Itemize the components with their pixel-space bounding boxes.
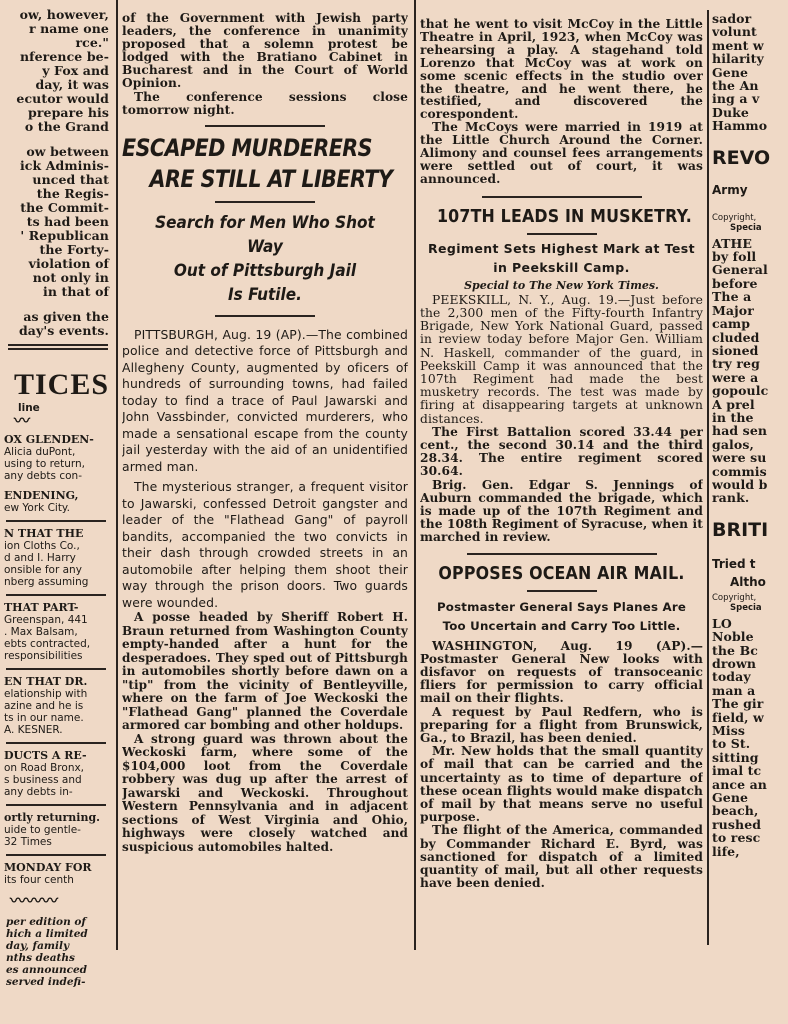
text-line: the Bc bbox=[712, 642, 758, 658]
text-block bbox=[0, 8, 112, 134]
text-line: by foll bbox=[712, 249, 757, 265]
deck-line: Army bbox=[712, 182, 748, 197]
text-line: life, bbox=[712, 843, 740, 859]
text-line: to resc bbox=[712, 830, 761, 846]
column-news bbox=[420, 18, 703, 891]
section-divider bbox=[8, 344, 108, 350]
notice-line: ion Cloths Co., bbox=[4, 540, 80, 552]
text-line: not only in bbox=[32, 270, 109, 285]
notices-list bbox=[0, 428, 112, 886]
text-line: cluded bbox=[712, 329, 760, 345]
article-body bbox=[420, 640, 703, 891]
text-line: commis bbox=[712, 463, 767, 479]
text-line: ' Republican bbox=[20, 228, 109, 243]
notice-line: azine and he is bbox=[4, 700, 84, 712]
notice-line: ew York City. bbox=[4, 502, 70, 514]
text-line: r name one bbox=[28, 21, 109, 36]
text-line: had sen bbox=[712, 423, 768, 439]
notice-line: 32 Times bbox=[4, 836, 52, 848]
text-line: Miss bbox=[712, 723, 746, 739]
divider bbox=[527, 233, 597, 235]
text-line: sador bbox=[712, 12, 752, 26]
text-line: gopoulc bbox=[712, 383, 769, 399]
deck-line: Postmaster General Says Planes Are bbox=[436, 599, 687, 614]
text-line: drown bbox=[712, 656, 757, 671]
deck-line: in Peekskill Camp. bbox=[493, 259, 630, 275]
text-line: try reg bbox=[712, 356, 760, 372]
text-line: would b bbox=[712, 476, 768, 492]
notice-divider bbox=[6, 742, 106, 744]
text-line: Duke bbox=[712, 104, 749, 120]
text-line: ick Adminis- bbox=[19, 158, 109, 173]
italic-line: per edition of bbox=[6, 916, 86, 928]
notices-subheading: line bbox=[18, 402, 40, 414]
text-line: Major bbox=[712, 302, 754, 318]
headline-briti: BRITI bbox=[712, 518, 769, 541]
text-line: were a bbox=[712, 369, 759, 385]
text-line: the Regis- bbox=[36, 186, 109, 201]
notice-divider bbox=[6, 594, 106, 596]
text-line: rushed bbox=[712, 816, 762, 832]
notice-heading: MONDAY FOR bbox=[4, 861, 92, 874]
paragraph: PITTSBURGH, Aug. 19 (AP).—The combined police and detective force of Pittsburgh and Allegheny County, augmented by oficers of hundreds of surrounding towns, had failed today to find a trace of Paul Jawarski and John Vassbinder, convicted murderers, who made a sensational escape from the county jail yesterday with the aid of an unidentified armed man. bbox=[122, 326, 408, 474]
paragraph: PEEKSKILL, N. Y., Aug. 19.—Just before the 2,300 men of the Fifty-fourth Infantry Brigade, New York National Guard, passed in review today before Major Gen. William N. Haskell, commander of the guard, in Peekskill Camp it was announced that the 107th Regiment had made the best musketry records. The test was made by firing at disappearing targets at unknown distances. bbox=[420, 292, 703, 426]
article-body bbox=[420, 426, 703, 545]
text-line: LO bbox=[712, 615, 732, 631]
text-line: violation of bbox=[28, 256, 109, 271]
text-line: Hammo bbox=[712, 118, 768, 134]
text-line: galos, bbox=[712, 436, 754, 452]
notice-heading: EN THAT DR. bbox=[4, 675, 88, 688]
paragraph: The conference sessions close tomorrow night. bbox=[122, 89, 408, 117]
deck-line: Regiment Sets Highest Mark at Test bbox=[428, 240, 695, 256]
article-body bbox=[420, 294, 703, 426]
paragraph: The flight of the America, commanded by Commander Richard E. Byrd, was sanctioned for dispatch of a limited quantity of mail, but all other requests have been denied. bbox=[420, 823, 703, 891]
text-line: man a bbox=[712, 682, 756, 698]
notice-item bbox=[0, 750, 112, 798]
headline-line-1: ESCAPED MURDERERS bbox=[122, 133, 373, 162]
copyright-line: Copyright, bbox=[712, 592, 757, 603]
divider bbox=[467, 553, 657, 555]
text-line: imal tc bbox=[712, 763, 762, 779]
ornament: 〰〰〰 bbox=[10, 891, 59, 910]
italic-line: served indefi- bbox=[6, 976, 86, 988]
text-line: before bbox=[712, 275, 758, 291]
italic-notice bbox=[0, 916, 112, 988]
italic-line: day, family bbox=[6, 940, 70, 952]
column-escaped-murderers bbox=[122, 12, 408, 854]
text-line: rce." bbox=[75, 35, 109, 50]
text-line: beach, bbox=[712, 803, 759, 819]
divider bbox=[482, 196, 642, 198]
column-rule bbox=[707, 10, 709, 945]
text-line: ment w bbox=[712, 37, 764, 53]
paragraph: The McCoys were married in 1919 at the Little Church Around the Corner. Alimony and counsel fees arrangements were settled out of court, it was announced. bbox=[420, 120, 703, 186]
byline: Special to The New York Times. bbox=[464, 278, 659, 292]
notice-item bbox=[0, 676, 112, 736]
text-line: ecutor would bbox=[16, 91, 109, 106]
divider bbox=[205, 125, 325, 127]
text-line: in that of bbox=[43, 284, 109, 299]
notice-line: any debts in- bbox=[4, 786, 73, 798]
text-block bbox=[712, 617, 788, 858]
text-line: as given the bbox=[23, 309, 109, 324]
ornament: 〰 bbox=[14, 411, 31, 430]
paragraph: The First Battalion scored 33.44 per cent., the second 30.14 and the third 28.34. The entire regiment scored 30.64. bbox=[420, 424, 703, 479]
notice-line: its four centh bbox=[4, 874, 74, 886]
article-body bbox=[122, 611, 408, 854]
paragraph: A posse headed by Sheriff Robert H. Braun returned from Washington County empty-handed after a hunt for the desperadoes. They sped out of Pittsburgh in automobiles shortly before dawn on a "tip" from the vicinity of Bentleyville, where on the farm of Joe Weckoski the "Flathead Gang" planned the Coverdale armored car bombing and other holdups. bbox=[122, 610, 408, 733]
text-line: the An bbox=[712, 78, 759, 94]
text-line: ow between bbox=[26, 144, 109, 159]
paragraph: that he went to visit McCoy in the Little Theatre in April, 1923, when McCoy was rehearsing a play. A stagehand told Lorenzo that McCoy was at work on some scenic effects in the studio over the theatre, and he went there, he testified, and discovered the corespondent. bbox=[420, 18, 703, 122]
text-block bbox=[122, 12, 408, 117]
text-line: sitting bbox=[712, 749, 759, 765]
text-line: the Forty- bbox=[39, 242, 109, 257]
notice-line: onsible for any bbox=[4, 564, 82, 576]
notice-heading: DUCTS A RE- bbox=[4, 749, 87, 762]
divider bbox=[527, 590, 597, 592]
paragraph: A request by Paul Redfern, who is preparing for a flight from Brunswick, Ga., to Brazil, has been denied. bbox=[420, 704, 703, 746]
notice-line: d and I. Harry bbox=[4, 552, 76, 564]
paragraph: of the Government with Jewish party leaders, the conference in unanimity proposed that a solemn protest be lodged with the Bratiano Cabinet in Bucharest and in the Court of World Opinion. bbox=[122, 12, 408, 91]
notice-divider bbox=[6, 668, 106, 670]
text-line: General bbox=[712, 262, 768, 278]
notice-divider bbox=[6, 804, 106, 806]
text-block bbox=[0, 145, 112, 299]
special-line: Specia bbox=[730, 222, 762, 233]
text-line: hilarity bbox=[712, 51, 764, 67]
text-line: o the Grand bbox=[24, 119, 109, 134]
text-block bbox=[420, 18, 703, 186]
text-line: day's events. bbox=[18, 323, 109, 338]
notice-item bbox=[0, 862, 112, 886]
notice-line: nberg assuming bbox=[4, 576, 89, 588]
text-line: The a bbox=[712, 289, 752, 305]
notice-heading: ENDENING, bbox=[4, 489, 79, 502]
paragraph: Mr. New holds that the small quantity of mail that can be carried and the uncertainty as to time of departure of these ocean flights would make dispatch of mail by that means serve no useful purpose. bbox=[420, 744, 703, 825]
paragraph: Brig. Gen. Edgar S. Jennings of Auburn commanded the brigade, which is made up of the 107th Regiment and the 108th Regiment of Syracuse, when it marched in review. bbox=[420, 477, 703, 545]
italic-line: es announced bbox=[6, 964, 88, 976]
deck-line: Too Uncertain and Carry Too Little. bbox=[442, 618, 681, 633]
text-line: to St. bbox=[712, 736, 751, 752]
notice-item bbox=[0, 812, 112, 848]
paragraph: WASHINGTON, Aug. 19 (AP).—Postmaster General New looks with disfavor on requests of transoceanic fliers for permission to carry official mail on their flights. bbox=[420, 638, 703, 706]
text-line: ing a v bbox=[712, 91, 760, 107]
deck-line: Tried t bbox=[712, 556, 756, 571]
notice-line: on Road Bronx, bbox=[4, 762, 85, 774]
paragraph: The mysterious stranger, a frequent visitor to Jawarski, confessed Detroit gangster and leader of the "Flathead Gang" of payroll bandits, accompanied the two convicts in their dash through crowded streets in an automobile after helping them shoot their way through the prison doors. Two guards were wounded. bbox=[122, 479, 408, 610]
column-left-clipped bbox=[0, 8, 112, 988]
text-line: ts had been bbox=[26, 214, 109, 229]
headline-musketry: 107TH LEADS IN MUSKETRY. bbox=[436, 205, 692, 227]
text-line: ow, however, bbox=[19, 8, 109, 22]
subheadline-line: Search for Men Who Shot Way bbox=[155, 212, 375, 257]
notice-line: responsibilities bbox=[4, 650, 83, 662]
text-block bbox=[712, 12, 788, 133]
special-line: Specia bbox=[730, 602, 762, 613]
text-line: day, it was bbox=[35, 77, 109, 92]
copyright-line: Copyright, bbox=[712, 212, 757, 223]
notice-line: s business and bbox=[4, 774, 82, 786]
headline-revo: REVO bbox=[712, 146, 771, 169]
notice-line: any debts con- bbox=[4, 470, 82, 482]
paragraph: A strong guard was thrown about the Weckoski farm, where some of the $104,000 loot from the Coverdale robbery was dug up after the arrest of Jawarski and Weckoski. Throughout Western Pennsylvania and in adjacent sections of West Virginia and Ohio, highways were closely watched and suspicious automobiles halted. bbox=[122, 731, 408, 854]
subheadline-line: Is Futile. bbox=[227, 284, 302, 305]
italic-line: nths deaths bbox=[6, 952, 75, 964]
column-rule bbox=[116, 0, 118, 950]
text-block bbox=[712, 237, 788, 505]
notice-line: uide to gentle- bbox=[4, 824, 81, 836]
text-line: ATHE bbox=[712, 235, 753, 251]
text-block bbox=[0, 310, 112, 338]
notice-divider bbox=[6, 520, 106, 522]
notice-divider bbox=[6, 854, 106, 856]
notice-line: ts in our name. bbox=[4, 712, 84, 724]
column-rule bbox=[414, 0, 416, 950]
notice-line: . Max Balsam, bbox=[4, 626, 78, 638]
text-line: The gir bbox=[712, 696, 764, 712]
italic-line: hich a limited bbox=[6, 928, 88, 940]
notice-heading: ortly returning. bbox=[4, 811, 100, 824]
text-line: y Fox and bbox=[42, 63, 109, 78]
notice-heading: OX GLENDEN- bbox=[4, 433, 94, 446]
text-line: the Commit- bbox=[20, 200, 109, 215]
text-line: unced that bbox=[32, 172, 109, 187]
text-line: Gene bbox=[712, 790, 749, 806]
text-line: sioned bbox=[712, 342, 759, 358]
deck-line: Altho bbox=[730, 574, 766, 589]
text-line: A prel bbox=[712, 396, 755, 412]
column-right-clipped bbox=[712, 12, 788, 858]
text-line: Gene bbox=[712, 64, 749, 80]
notice-item bbox=[0, 602, 112, 662]
notice-line: Greenspan, 441 bbox=[4, 614, 88, 626]
text-line: volunt bbox=[712, 24, 757, 40]
text-line: in the bbox=[712, 409, 754, 425]
headline-air-mail: OPPOSES OCEAN AIR MAIL. bbox=[438, 562, 685, 584]
notice-line: A. KESNER. bbox=[4, 724, 63, 736]
text-line: Noble bbox=[712, 629, 754, 645]
notice-line: ebts contracted, bbox=[4, 638, 91, 650]
notice-heading: THAT PART- bbox=[4, 601, 79, 614]
article-body bbox=[122, 327, 408, 612]
divider bbox=[215, 315, 315, 317]
notice-item bbox=[0, 434, 112, 482]
notice-line: Alicia duPont, bbox=[4, 446, 76, 458]
text-line: ance an bbox=[712, 776, 767, 792]
text-line: field, w bbox=[712, 709, 764, 725]
divider bbox=[215, 201, 315, 203]
text-line: nference be- bbox=[19, 49, 109, 64]
notice-line: using to return, bbox=[4, 458, 86, 470]
notices-heading: TICES bbox=[14, 368, 110, 401]
text-line: rank. bbox=[712, 490, 750, 506]
text-line: prepare his bbox=[28, 105, 109, 120]
notice-heading: N THAT THE bbox=[4, 527, 84, 540]
subheadline-line: Out of Pittsburgh Jail bbox=[173, 260, 357, 281]
headline-line-2: ARE STILL AT LIBERTY bbox=[149, 164, 393, 193]
notice-item bbox=[0, 490, 112, 514]
notice-line: elationship with bbox=[4, 688, 88, 700]
text-line: camp bbox=[712, 316, 751, 332]
text-line: today bbox=[712, 669, 751, 685]
notice-item bbox=[0, 528, 112, 588]
text-line: were su bbox=[712, 450, 767, 466]
